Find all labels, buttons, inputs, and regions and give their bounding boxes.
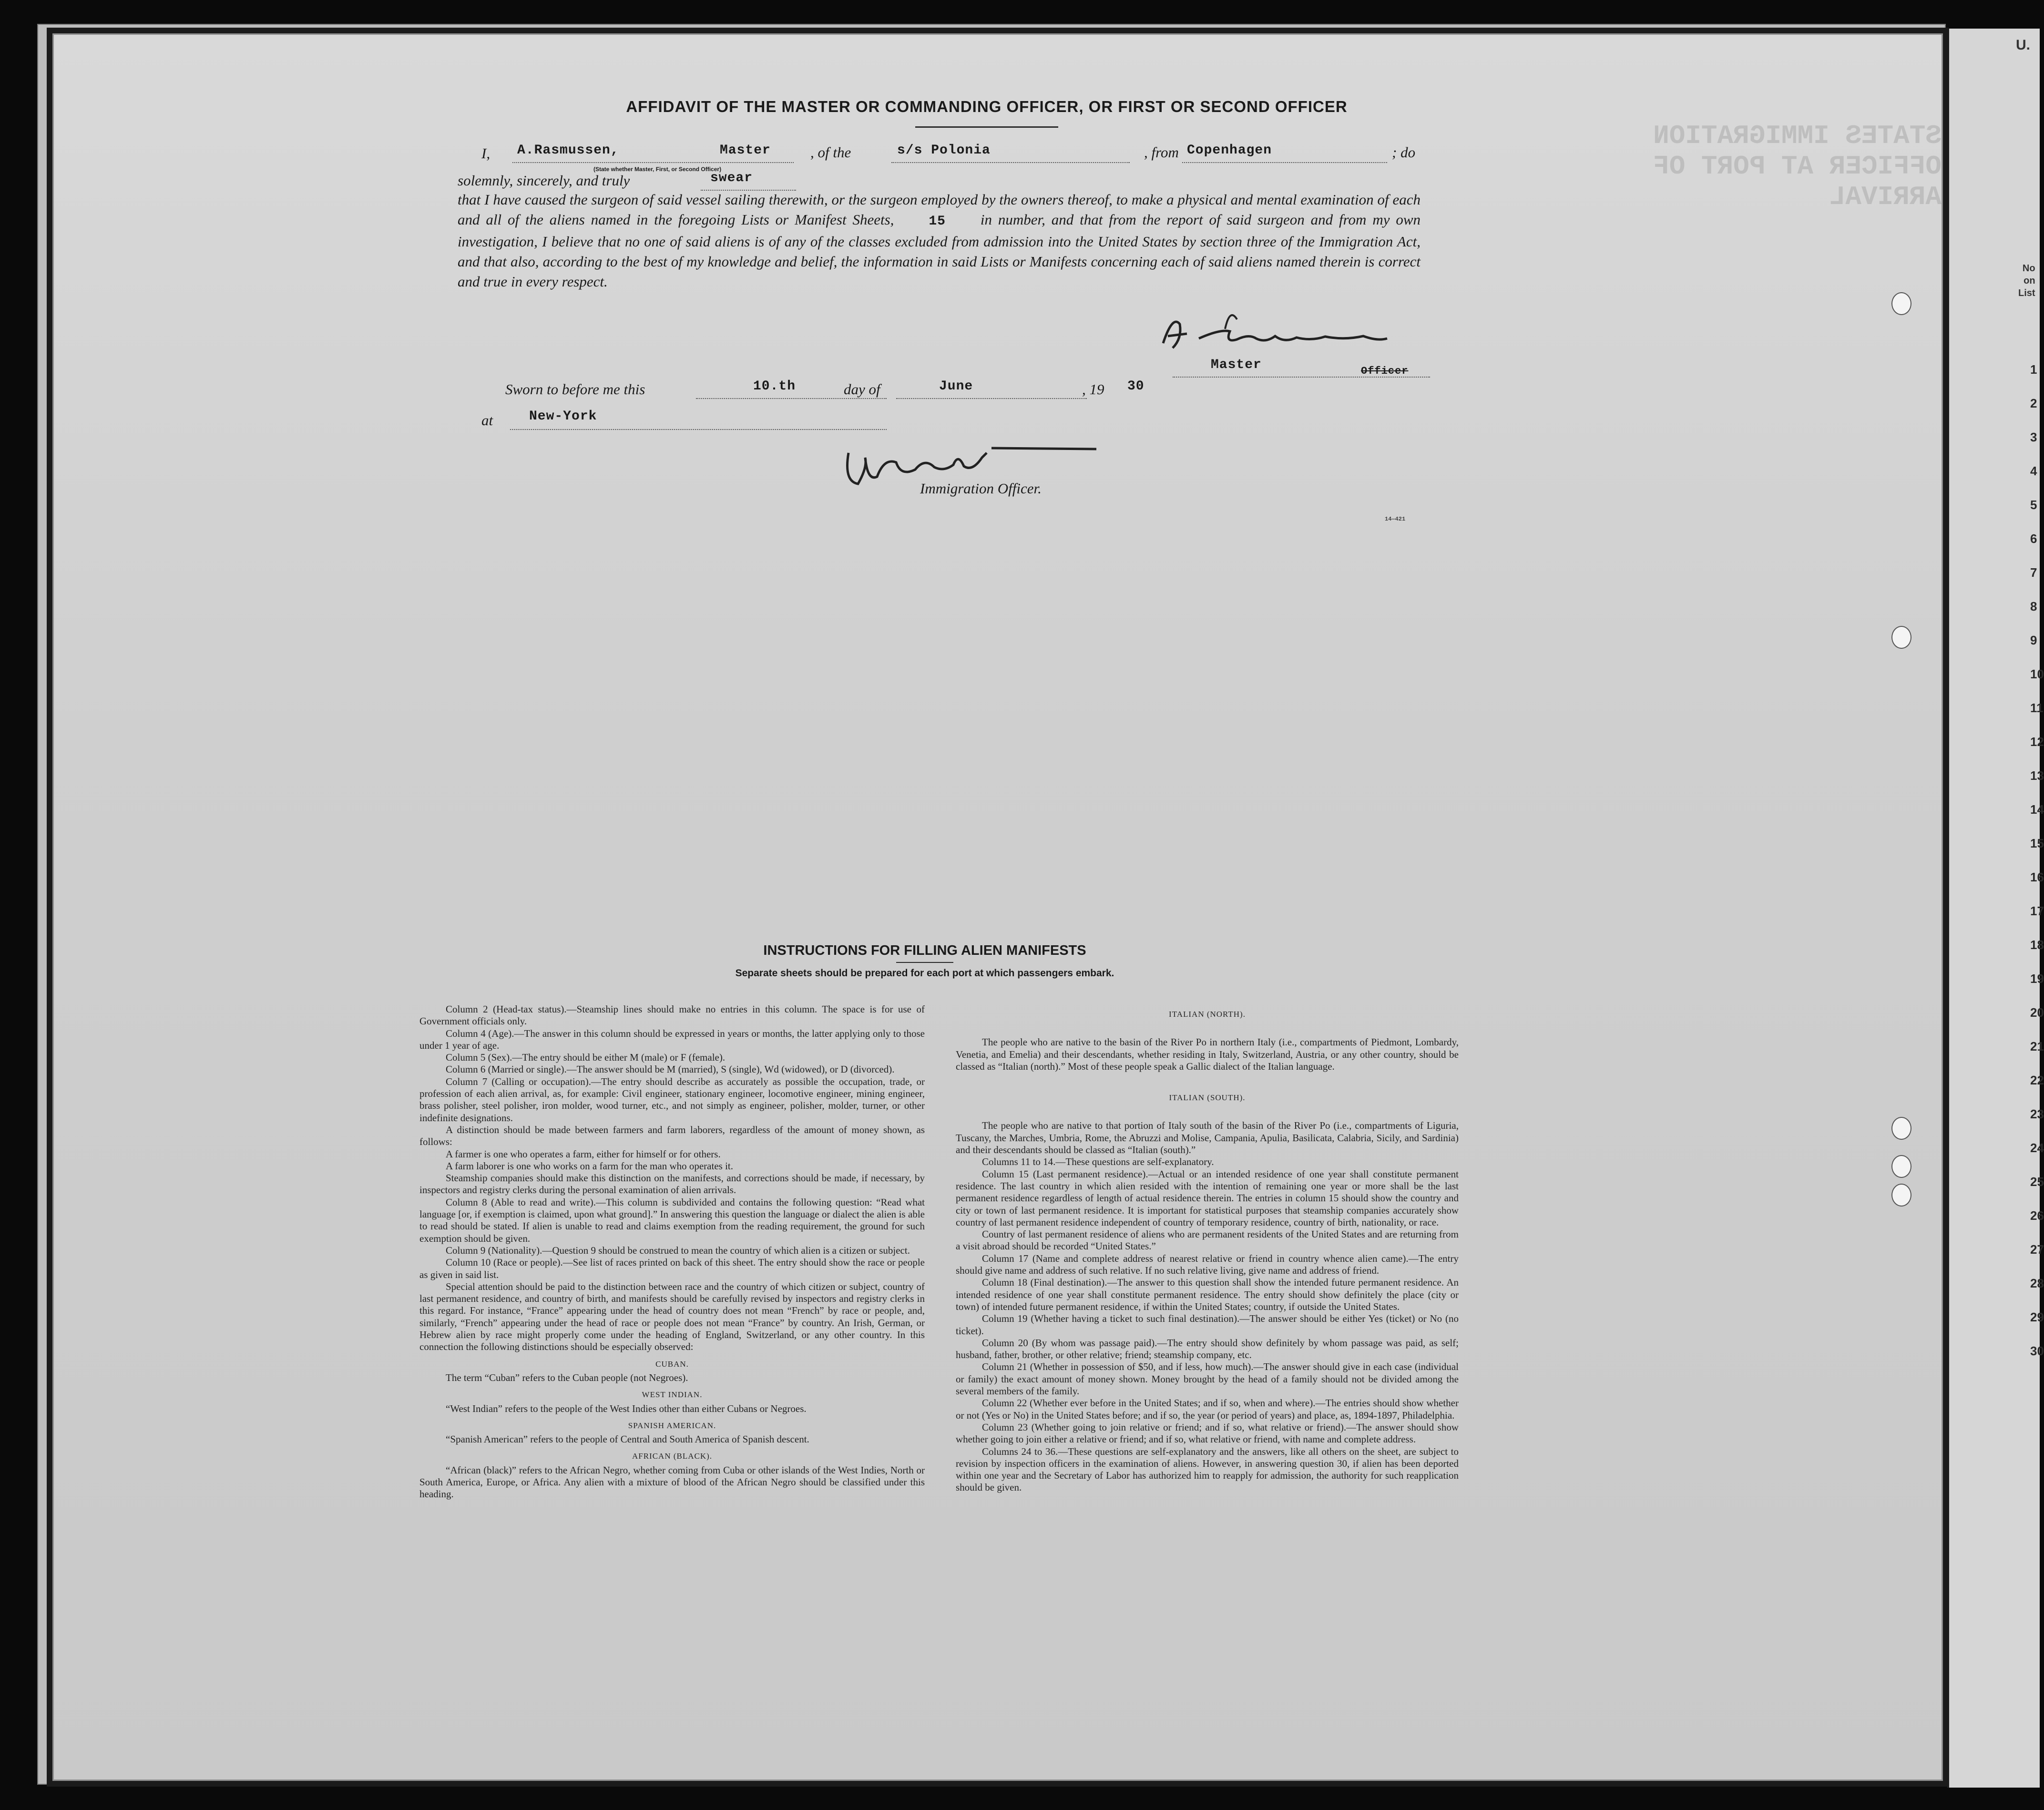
place-line (510, 429, 887, 430)
west-indian-text: “West Indian” refers to the people of the West Indies other than either Cubans or Negroes. (446, 1402, 807, 1414)
instruction-paragraph: Special attention should be paid to the distinction between race and the country of which citizen or subject, country of last permanent residence, and country of birth, and manifests should be carefully revised by inspectors and registry clerks in this regard. For instance, “France” appearing under the head of country does not mean “French” by race or people, and, similarly, “French” appearing under the head of race or people does not mean “France” by country. An Irish, German, or Hebrew alien by race might properly come under the heading of England, Switzerland, or any other country. In this connection the following distinctions should be especially observed: (419, 1280, 925, 1353)
strip-row-number: 15 (2030, 836, 2044, 850)
instruction-paragraph: Column 7 (Calling or occupation).—The entry should describe as accurately as possible the occupation, trade, or profession of each alien arrival, as, for example: Civil engineer, stationary engineer, locomotive engineer, mining engineer, brass polisher, steel polisher, iron molder, wood turner, etc., and not simply as engineer, polisher, molder, turner, or other indefinite designations. (419, 1075, 925, 1124)
instruction-paragraph: Column 5 (Sex).—The entry should be either M (male) or F (female). (446, 1052, 726, 1064)
strip-row-number: 11 (2030, 701, 2044, 715)
strip-row-number: 5 (2030, 498, 2037, 512)
punch-hole (1891, 1117, 1911, 1140)
signer-title: Master (1211, 358, 1262, 372)
italian-south-heading: ITALIAN (SOUTH). (1169, 1093, 1246, 1103)
officer-title: Immigration Officer. (920, 480, 1042, 497)
of-the-label: , of the (810, 144, 851, 161)
punch-hole (1891, 1184, 1911, 1207)
west-indian-heading: WEST INDIAN. (642, 1390, 703, 1400)
vessel-line (891, 162, 1130, 163)
instruction-paragraph: Column 19 (Whether having a ticket to such final destination).—The answer should be either Yes (ticket) or No (no ticket). (956, 1313, 1459, 1337)
solemnly-label: solemnly, sincerely, and truly (458, 172, 630, 189)
vessel-name: s/s Polonia (897, 143, 991, 158)
instructions-title: INSTRUCTIONS FOR FILLING ALIEN MANIFESTS (763, 943, 1086, 958)
rank-note: (State whether Master, First, or Second Officer) (593, 166, 722, 173)
sworn-day: 10.th (753, 379, 796, 394)
adjacent-manifest-strip (1947, 29, 2044, 1788)
strip-row-number: 25 (2030, 1175, 2044, 1189)
instruction-paragraph: A farmer is one who operates a farm, either for himself or for others. (446, 1148, 721, 1160)
strip-row-number: 28 (2030, 1276, 2044, 1290)
strip-row-number: 13 (2030, 768, 2044, 783)
strip-row-number: 22 (2030, 1073, 2044, 1087)
strip-row-number: 17 (2030, 904, 2044, 918)
strip-row-number: 6 (2030, 532, 2037, 546)
instruction-paragraph: Column 9 (Nationality).—Question 9 should be construed to mean the country of which alien is a citizen or subject. (446, 1244, 910, 1256)
instruction-paragraph: Column 23 (Whether going to join relative or friend; and if so, what relative or friend).—The answer should show whether going to join either a relative or friend; and if so, what relative or friend, with name and complete address. (956, 1421, 1459, 1445)
form-number: 14—421 (1385, 516, 1406, 522)
instruction-paragraph: Columns 11 to 14.—These questions are self-explanatory. (982, 1156, 1214, 1168)
instruction-paragraph: Country of last permanent residence of aliens who are permanent residents of the United States and are returning from a visit abroad should be recorded “United States.” (956, 1228, 1459, 1252)
strip-row-numbers (2030, 362, 2044, 1378)
strip-row-number: 10 (2030, 667, 2044, 681)
strip-column-head: No on List (2018, 263, 2035, 298)
manifest-sheet (52, 33, 1943, 1781)
instruction-paragraph: Column 8 (Able to read and write).—This column is subdivided and contains the following question: “Read what language [or, if exemption is claimed, upon what ground].” In answering this question the language or dialect the alien is able to read should be stated. If alien is unable to read and claims exemption from the reading requirement, the ground for such exemption should be given. (419, 1196, 925, 1244)
bleed-through-rows (864, 511, 1913, 988)
african-heading: AFRICAN (BLACK). (632, 1452, 713, 1461)
port-line (1182, 162, 1387, 163)
strip-row-number: 21 (2030, 1039, 2044, 1053)
day-of-label: day of (844, 381, 880, 398)
instruction-paragraph: Column 20 (By whom was passage paid).—The entry should show definitely by whom passage was paid, as self; husband, father, brother, or other relative; friend; steamship company, etc. (956, 1337, 1459, 1361)
instruction-paragraph: Columns 24 to 36.—These questions are self-explanatory and the answers, like all others on the sheet, are subject to revision by inspection officers in the examination of aliens. However, in answering question 30, if alien has been deported within one year and the Secretary of Labor has authorized him to reapply for admission, the authority for such reapplication should be given. (956, 1445, 1459, 1493)
instruction-paragraph: Column 18 (Final destination).—The answer to this question shall show the intended future permanent residence. An intended residence of one year shall constitute permanent residence. The entry should show definitely the place (city or town) of intended future permanent residence, if within the United States; country, if outside the United States. (956, 1277, 1459, 1312)
signer-title-line (1173, 377, 1430, 378)
sheet-count: 15 (929, 214, 946, 229)
from-label: , from (1144, 144, 1179, 161)
departure-port: Copenhagen (1187, 143, 1272, 158)
instructions-subtitle: Separate sheets should be prepared for each port at which passengers embark. (735, 968, 1114, 979)
strip-row-number: 9 (2030, 633, 2037, 647)
strip-row-number: 3 (2030, 430, 2037, 444)
punch-hole (1891, 626, 1911, 649)
italian-north-text: The people who are native to the basin of the River Po in northern Italy (i.e., compartments of Piedmont, Lombardy, Venetia, and Emelia) and their descendants, whether residing in Italy, Switzerland, Austria, or any other country, should be classed as “Italian (north).” Most of these people speak a Gallic dialect of the Italian language. (956, 1036, 1459, 1072)
strip-row-number: 26 (2030, 1208, 2044, 1223)
month-line (896, 398, 1087, 399)
strip-row-number: 30 (2030, 1344, 2044, 1358)
struck-officer: Officer (1361, 365, 1409, 377)
do-label: ; do (1392, 144, 1416, 161)
sworn-month: June (939, 379, 973, 394)
strip-row-number: 7 (2030, 565, 2037, 580)
strip-row-number: 27 (2030, 1242, 2044, 1257)
strip-row-number: 23 (2030, 1107, 2044, 1121)
strip-row-number: 4 (2030, 464, 2037, 478)
african-text: “African (black)” refers to the African Negro, whether coming from Cuba or other islands of the West Indies, North or South America, Europe, or Africa. Any alien with a mixture of blood of the African Negro should be classified under this heading. (419, 1464, 925, 1500)
strip-row-number: 2 (2030, 396, 2037, 410)
punch-hole (1891, 1155, 1911, 1178)
instruction-paragraph: The people who are native to that portion of Italy south of the basin of the River Po (i.e., compartments of Liguria, Tuscany, the Marches, Umbria, Rome, the Abruzzi and Molise, Campania, Apulia, Basilicata, Calabria, Sicily, and Sardinia) and their descendants should be classed as “Italian (south).” (956, 1120, 1459, 1156)
affidavit-i: I, (481, 145, 491, 162)
bleed-through-heading: STATES IMMIGRATION OFFICER AT PORT OF ARRIVAL (1653, 121, 1942, 212)
instruction-paragraph: Column 2 (Head-tax status).—Steamship lines should make no entries in this column. The space is for use of Government officials only. (419, 1003, 925, 1027)
instruction-paragraph: Column 17 (Name and complete address of nearest relative or friend in country whence alien came).—The entry should give name and address of such relative. If no such relative living, give name and address of friend. (956, 1252, 1459, 1277)
instruction-paragraph: Column 4 (Age).—The answer in this column should be expressed in years or months, the latter applying only to those under 1 year of age. (419, 1027, 925, 1051)
strip-row-number: 24 (2030, 1141, 2044, 1155)
title-rule (915, 126, 1058, 128)
instruction-paragraph: Column 15 (Last permanent residence).—Actual or an intended residence of one year shall constitute permanent residence. The last country in which alien resided with the intention of remaining one year or more shall be the last permanent residence regardless of length of actual residence therein. The entries in column 15 should show the country and city or town of last permanent residence. It is important for statistical purposes that steamship companies accurately show country of last permanent residence independent of country of temporary residence, country of birth, nationality, or race. (956, 1168, 1459, 1228)
strip-row-number: 16 (2030, 870, 2044, 884)
sworn-place: New-York (529, 409, 597, 424)
instructions-right-column (956, 1003, 1459, 1494)
strip-row-number: 19 (2030, 971, 2044, 986)
year-suffix: 30 (1127, 379, 1145, 394)
at-label: at (481, 412, 493, 429)
instruction-paragraph: Column 6 (Married or single).—The answer should be M (married), S (single), Wd (widowed), or D (divorced). (446, 1064, 895, 1075)
master-rank: Master (720, 143, 771, 158)
affidavit-body (458, 190, 1421, 292)
instruction-paragraph: Column 22 (Whether ever before in the United States; and if so, when and where).—The entries should show whether or not (Yes or No) in the United States before; and if so, the year (or period of years) and place, as, 1894-1897, Philadelphia. (956, 1397, 1459, 1421)
italian-north-heading: ITALIAN (NORTH). (1169, 1010, 1246, 1019)
strip-row-number: 18 (2030, 938, 2044, 952)
instruction-paragraph: Column 21 (Whether in possession of $50, and if less, how much).—The answer should give in each case (individual or family) the exact amount of money shown. Money brought by the head of a family should not be divided among the several members of the family. (956, 1361, 1459, 1397)
strip-row-number: 12 (2030, 735, 2044, 749)
name-line (512, 162, 794, 163)
cuban-text: The term “Cuban” refers to the Cuban people (not Negroes). (446, 1371, 688, 1383)
strip-row-number: 14 (2030, 802, 2044, 817)
strip-header: U. (2016, 37, 2030, 53)
instruction-paragraph: Column 10 (Race or people).—See list of races printed on back of this sheet. The entry should show the race or people as given in said list. (419, 1257, 925, 1280)
oath-word: swear (710, 171, 753, 185)
sworn-label: Sworn to before me this (505, 381, 645, 398)
affidavit-body-part-2: in number, and that from the report of said surgeon and from my own investigation, I believe that no one of said aliens is of any of the classes excluded from admission into the United States by section three of the Immigration Act, and that also, according to the best of my knowledge and belief, the information in said Lists or Manifests concerning each of said aliens named therein is correct and true in every respect. (458, 211, 1421, 290)
punch-hole (1891, 292, 1911, 315)
instructions-rule (896, 962, 953, 963)
strip-row-number: 29 (2030, 1310, 2044, 1324)
spanish-american-text: “Spanish American” refers to the people of Central and South America of Spanish descent. (446, 1433, 809, 1445)
instructions-left-column (419, 1003, 925, 1501)
master-name: A.Rasmussen, (517, 143, 619, 158)
strip-row-number: 1 (2030, 362, 2037, 377)
strip-row-number: 20 (2030, 1005, 2044, 1020)
spanish-american-heading: SPANISH AMERICAN. (628, 1421, 716, 1430)
instruction-paragraph: A distinction should be made between farmers and farm laborers, regardless of the amount of money shown, as follows: (419, 1124, 925, 1148)
cuban-heading: CUBAN. (655, 1359, 689, 1369)
instruction-paragraph: Steamship companies should make this distinction on the manifests, and corrections should be made, if necessary, by inspectors and registry clerks during the personal examination of alien arrivals. (419, 1172, 925, 1196)
affidavit-body-part-1: that I have caused the surgeon of said vessel sailing therewith, or the surgeon employed by the owners thereof, to make a physical and mental examination of each and all of the aliens named in the foregoing Lists or Manifest Sheets, (458, 191, 1421, 228)
year-prefix: , 19 (1082, 381, 1104, 398)
affidavit-title: AFFIDAVIT OF THE MASTER OR COMMANDING OFFICER, OR FIRST OR SECOND OFFICER (626, 98, 1348, 115)
master-signature (1154, 310, 1440, 365)
instruction-paragraph: A farm laborer is one who works on a farm for the man who operates it. (446, 1160, 733, 1172)
strip-row-number: 8 (2030, 599, 2037, 614)
